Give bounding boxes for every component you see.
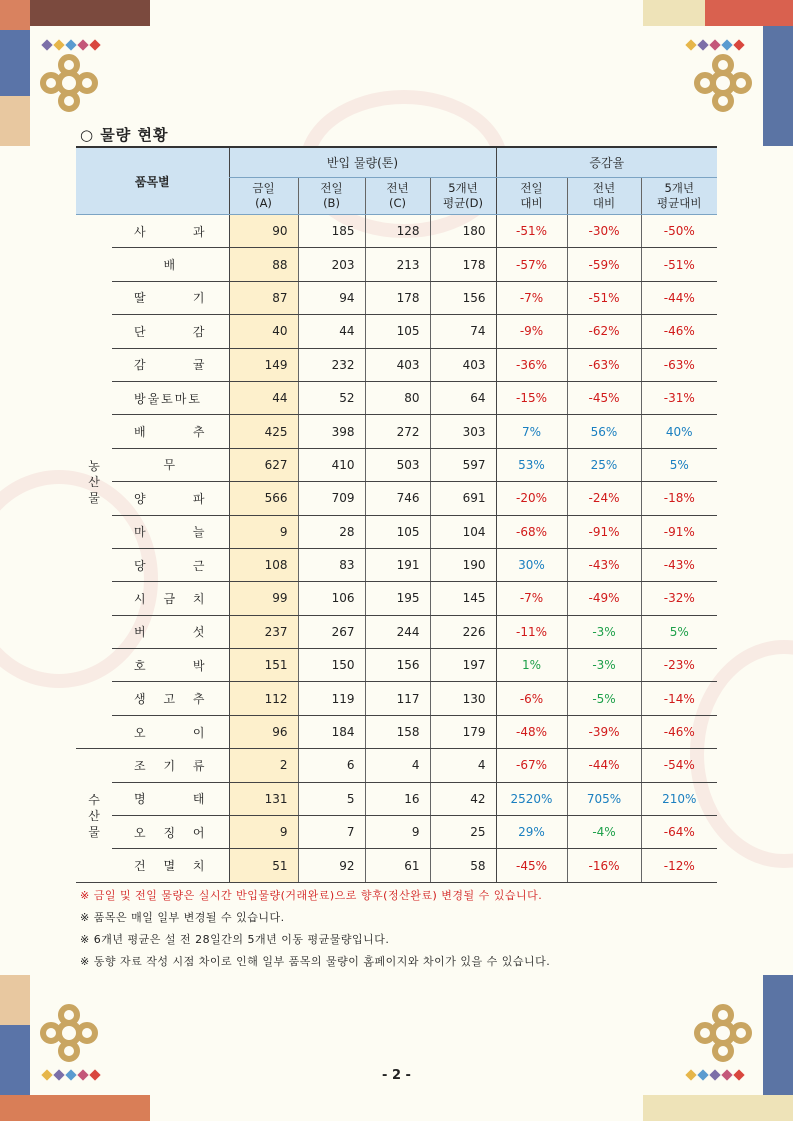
change-vs-5yr-avg: -64% bbox=[641, 816, 717, 849]
change-vs-last-year: -59% bbox=[567, 248, 641, 281]
last-year-volume: 213 bbox=[365, 248, 430, 281]
header-yesterday: 전일 (B) bbox=[298, 178, 365, 215]
today-volume: 627 bbox=[229, 448, 298, 481]
knot-emblem-icon bbox=[38, 1002, 100, 1064]
table-row bbox=[76, 682, 717, 715]
header-vs-last-year: 전년 대비 bbox=[567, 178, 641, 215]
item-name: 생 고 추 bbox=[112, 682, 229, 715]
item-name: 양 파 bbox=[112, 482, 229, 515]
table-row bbox=[76, 248, 717, 281]
header-vs-yesterday: 전일 대비 bbox=[496, 178, 567, 215]
header-today: 금일 (A) bbox=[229, 178, 298, 215]
change-vs-5yr-avg: -14% bbox=[641, 682, 717, 715]
change-vs-last-year: -51% bbox=[567, 281, 641, 314]
table-row bbox=[76, 381, 717, 414]
change-vs-yesterday: -6% bbox=[496, 682, 567, 715]
header-change-group: 증감율 bbox=[496, 147, 717, 178]
5yr-avg-volume: 226 bbox=[430, 615, 496, 648]
change-vs-yesterday: -15% bbox=[496, 381, 567, 414]
yesterday-volume: 7 bbox=[298, 816, 365, 849]
last-year-volume: 403 bbox=[365, 348, 430, 381]
today-volume: 108 bbox=[229, 548, 298, 581]
last-year-volume: 105 bbox=[365, 515, 430, 548]
knot-emblem-icon bbox=[692, 52, 754, 114]
change-vs-5yr-avg: -91% bbox=[641, 515, 717, 548]
change-vs-yesterday: -9% bbox=[496, 315, 567, 348]
today-volume: 151 bbox=[229, 649, 298, 682]
item-name: 버 섯 bbox=[112, 615, 229, 648]
item-name: 배 bbox=[112, 248, 229, 281]
today-volume: 99 bbox=[229, 582, 298, 615]
category-label: 수 산 물 bbox=[76, 749, 112, 883]
change-vs-yesterday: -11% bbox=[496, 615, 567, 648]
5yr-avg-volume: 104 bbox=[430, 515, 496, 548]
item-name: 호 박 bbox=[112, 649, 229, 682]
today-volume: 112 bbox=[229, 682, 298, 715]
change-vs-yesterday: 30% bbox=[496, 548, 567, 581]
item-name: 사 과 bbox=[112, 215, 229, 248]
change-vs-5yr-avg: -46% bbox=[641, 315, 717, 348]
yesterday-volume: 709 bbox=[298, 482, 365, 515]
yesterday-volume: 92 bbox=[298, 849, 365, 882]
note-2: ※ 품목은 매일 일부 변경될 수 있습니다. bbox=[80, 911, 285, 924]
change-vs-yesterday: -7% bbox=[496, 582, 567, 615]
item-name: 무 bbox=[112, 448, 229, 481]
change-vs-5yr-avg: 40% bbox=[641, 415, 717, 448]
last-year-volume: 61 bbox=[365, 849, 430, 882]
change-vs-last-year: -91% bbox=[567, 515, 641, 548]
change-vs-yesterday: -67% bbox=[496, 749, 567, 782]
change-vs-yesterday: -45% bbox=[496, 849, 567, 882]
item-name: 방울토마토 bbox=[112, 381, 229, 414]
table-row bbox=[76, 315, 717, 348]
table-row bbox=[76, 482, 717, 515]
change-vs-5yr-avg: 5% bbox=[641, 615, 717, 648]
yesterday-volume: 119 bbox=[298, 682, 365, 715]
change-vs-5yr-avg: -32% bbox=[641, 582, 717, 615]
change-vs-5yr-avg: -51% bbox=[641, 248, 717, 281]
yesterday-volume: 52 bbox=[298, 381, 365, 414]
change-vs-5yr-avg: -12% bbox=[641, 849, 717, 882]
5yr-avg-volume: 74 bbox=[430, 315, 496, 348]
note-1: ※ 금일 및 전일 물량은 실시간 반입물량(거래완료)으로 향후(정산완료) 변경될 수 있습니다. bbox=[80, 889, 543, 902]
last-year-volume: 156 bbox=[365, 649, 430, 682]
change-vs-5yr-avg: -23% bbox=[641, 649, 717, 682]
header-last-year: 전년 (C) bbox=[365, 178, 430, 215]
change-vs-5yr-avg: 5% bbox=[641, 448, 717, 481]
table-row bbox=[76, 415, 717, 448]
last-year-volume: 158 bbox=[365, 715, 430, 748]
table-row bbox=[76, 749, 717, 782]
change-vs-yesterday: -57% bbox=[496, 248, 567, 281]
yesterday-volume: 410 bbox=[298, 448, 365, 481]
last-year-volume: 128 bbox=[365, 215, 430, 248]
change-vs-5yr-avg: -63% bbox=[641, 348, 717, 381]
5yr-avg-volume: 156 bbox=[430, 281, 496, 314]
yesterday-volume: 28 bbox=[298, 515, 365, 548]
item-name: 배 추 bbox=[112, 415, 229, 448]
5yr-avg-volume: 303 bbox=[430, 415, 496, 448]
change-vs-last-year: 25% bbox=[567, 448, 641, 481]
diamond-row-icon bbox=[40, 38, 110, 52]
table-row bbox=[76, 649, 717, 682]
5yr-avg-volume: 64 bbox=[430, 381, 496, 414]
today-volume: 9 bbox=[229, 515, 298, 548]
change-vs-yesterday: -20% bbox=[496, 482, 567, 515]
today-volume: 149 bbox=[229, 348, 298, 381]
section-title: ○ 물량 현황 bbox=[80, 126, 169, 144]
today-volume: 9 bbox=[229, 816, 298, 849]
header-item: 품목별 bbox=[76, 147, 229, 215]
knot-emblem-icon bbox=[38, 52, 100, 114]
change-vs-5yr-avg: -18% bbox=[641, 482, 717, 515]
5yr-avg-volume: 58 bbox=[430, 849, 496, 882]
diamond-row-icon bbox=[684, 38, 754, 52]
today-volume: 40 bbox=[229, 315, 298, 348]
today-volume: 96 bbox=[229, 715, 298, 748]
change-vs-last-year: -5% bbox=[567, 682, 641, 715]
today-volume: 51 bbox=[229, 849, 298, 882]
change-vs-5yr-avg: -46% bbox=[641, 715, 717, 748]
table-row bbox=[76, 215, 717, 248]
item-name: 시 금 치 bbox=[112, 582, 229, 615]
today-volume: 44 bbox=[229, 381, 298, 414]
yesterday-volume: 185 bbox=[298, 215, 365, 248]
item-name: 당 근 bbox=[112, 548, 229, 581]
change-vs-5yr-avg: -44% bbox=[641, 281, 717, 314]
5yr-avg-volume: 42 bbox=[430, 782, 496, 815]
5yr-avg-volume: 597 bbox=[430, 448, 496, 481]
5yr-avg-volume: 180 bbox=[430, 215, 496, 248]
yesterday-volume: 44 bbox=[298, 315, 365, 348]
last-year-volume: 503 bbox=[365, 448, 430, 481]
table-row bbox=[76, 615, 717, 648]
change-vs-last-year: -44% bbox=[567, 749, 641, 782]
change-vs-last-year: -43% bbox=[567, 548, 641, 581]
change-vs-last-year: -24% bbox=[567, 482, 641, 515]
change-vs-yesterday: 53% bbox=[496, 448, 567, 481]
change-vs-5yr-avg: -54% bbox=[641, 749, 717, 782]
item-name: 명 태 bbox=[112, 782, 229, 815]
change-vs-last-year: 705% bbox=[567, 782, 641, 815]
last-year-volume: 244 bbox=[365, 615, 430, 648]
change-vs-5yr-avg: 210% bbox=[641, 782, 717, 815]
change-vs-last-year: -30% bbox=[567, 215, 641, 248]
5yr-avg-volume: 403 bbox=[430, 348, 496, 381]
table-row bbox=[76, 816, 717, 849]
change-vs-last-year: -62% bbox=[567, 315, 641, 348]
header-volume-group: 반입 물량(톤) bbox=[229, 147, 496, 178]
last-year-volume: 4 bbox=[365, 749, 430, 782]
table-row bbox=[76, 548, 717, 581]
page-number: - 2 - bbox=[382, 1068, 411, 1083]
last-year-volume: 9 bbox=[365, 816, 430, 849]
today-volume: 566 bbox=[229, 482, 298, 515]
category-label: 농 산 물 bbox=[76, 215, 112, 749]
change-vs-last-year: -4% bbox=[567, 816, 641, 849]
change-vs-5yr-avg: -50% bbox=[641, 215, 717, 248]
table-row bbox=[76, 582, 717, 615]
change-vs-5yr-avg: -31% bbox=[641, 381, 717, 414]
last-year-volume: 746 bbox=[365, 482, 430, 515]
change-vs-last-year: -16% bbox=[567, 849, 641, 882]
last-year-volume: 195 bbox=[365, 582, 430, 615]
yesterday-volume: 5 bbox=[298, 782, 365, 815]
change-vs-yesterday: -48% bbox=[496, 715, 567, 748]
table-row bbox=[76, 348, 717, 381]
yesterday-volume: 267 bbox=[298, 615, 365, 648]
last-year-volume: 191 bbox=[365, 548, 430, 581]
change-vs-last-year: -49% bbox=[567, 582, 641, 615]
yesterday-volume: 106 bbox=[298, 582, 365, 615]
item-name: 오 이 bbox=[112, 715, 229, 748]
yesterday-volume: 232 bbox=[298, 348, 365, 381]
volume-table bbox=[76, 146, 717, 883]
item-name: 딸 기 bbox=[112, 281, 229, 314]
table-row bbox=[76, 448, 717, 481]
item-name: 감 귤 bbox=[112, 348, 229, 381]
table-row bbox=[76, 782, 717, 815]
yesterday-volume: 94 bbox=[298, 281, 365, 314]
5yr-avg-volume: 197 bbox=[430, 649, 496, 682]
header-5yr-avg: 5개년 평균(D) bbox=[430, 178, 496, 215]
change-vs-yesterday: 2520% bbox=[496, 782, 567, 815]
item-name: 조 기 류 bbox=[112, 749, 229, 782]
note-4: ※ 동향 자료 작성 시점 차이로 인해 일부 품목의 물량이 홈페이지와 차이가 있을 수 있습니다. bbox=[80, 955, 551, 968]
5yr-avg-volume: 179 bbox=[430, 715, 496, 748]
yesterday-volume: 203 bbox=[298, 248, 365, 281]
table-row bbox=[76, 515, 717, 548]
last-year-volume: 272 bbox=[365, 415, 430, 448]
today-volume: 2 bbox=[229, 749, 298, 782]
change-vs-last-year: -45% bbox=[567, 381, 641, 414]
today-volume: 237 bbox=[229, 615, 298, 648]
note-3: ※ 6개년 평균은 설 전 28일간의 5개년 이동 평균물량입니다. bbox=[80, 933, 390, 946]
item-name: 단 감 bbox=[112, 315, 229, 348]
last-year-volume: 80 bbox=[365, 381, 430, 414]
change-vs-yesterday: 29% bbox=[496, 816, 567, 849]
table-row bbox=[76, 715, 717, 748]
change-vs-yesterday: -7% bbox=[496, 281, 567, 314]
change-vs-yesterday: -36% bbox=[496, 348, 567, 381]
today-volume: 87 bbox=[229, 281, 298, 314]
today-volume: 90 bbox=[229, 215, 298, 248]
yesterday-volume: 6 bbox=[298, 749, 365, 782]
item-name: 건 멸 치 bbox=[112, 849, 229, 882]
last-year-volume: 16 bbox=[365, 782, 430, 815]
table-row bbox=[76, 849, 717, 882]
5yr-avg-volume: 25 bbox=[430, 816, 496, 849]
item-name: 오 징 어 bbox=[112, 816, 229, 849]
change-vs-last-year: -63% bbox=[567, 348, 641, 381]
yesterday-volume: 83 bbox=[298, 548, 365, 581]
5yr-avg-volume: 145 bbox=[430, 582, 496, 615]
change-vs-last-year: 56% bbox=[567, 415, 641, 448]
5yr-avg-volume: 691 bbox=[430, 482, 496, 515]
today-volume: 88 bbox=[229, 248, 298, 281]
header-vs-5yr-avg: 5개년 평균대비 bbox=[641, 178, 717, 215]
change-vs-last-year: -3% bbox=[567, 649, 641, 682]
change-vs-last-year: -3% bbox=[567, 615, 641, 648]
today-volume: 131 bbox=[229, 782, 298, 815]
yesterday-volume: 184 bbox=[298, 715, 365, 748]
change-vs-last-year: -39% bbox=[567, 715, 641, 748]
change-vs-yesterday: 1% bbox=[496, 649, 567, 682]
5yr-avg-volume: 190 bbox=[430, 548, 496, 581]
change-vs-5yr-avg: -43% bbox=[641, 548, 717, 581]
change-vs-yesterday: 7% bbox=[496, 415, 567, 448]
change-vs-yesterday: -68% bbox=[496, 515, 567, 548]
yesterday-volume: 150 bbox=[298, 649, 365, 682]
last-year-volume: 105 bbox=[365, 315, 430, 348]
last-year-volume: 178 bbox=[365, 281, 430, 314]
5yr-avg-volume: 4 bbox=[430, 749, 496, 782]
change-vs-yesterday: -51% bbox=[496, 215, 567, 248]
table-body bbox=[76, 215, 717, 883]
item-name: 마 늘 bbox=[112, 515, 229, 548]
yesterday-volume: 398 bbox=[298, 415, 365, 448]
last-year-volume: 117 bbox=[365, 682, 430, 715]
5yr-avg-volume: 130 bbox=[430, 682, 496, 715]
5yr-avg-volume: 178 bbox=[430, 248, 496, 281]
table-row bbox=[76, 281, 717, 314]
knot-emblem-icon bbox=[692, 1002, 754, 1064]
today-volume: 425 bbox=[229, 415, 298, 448]
